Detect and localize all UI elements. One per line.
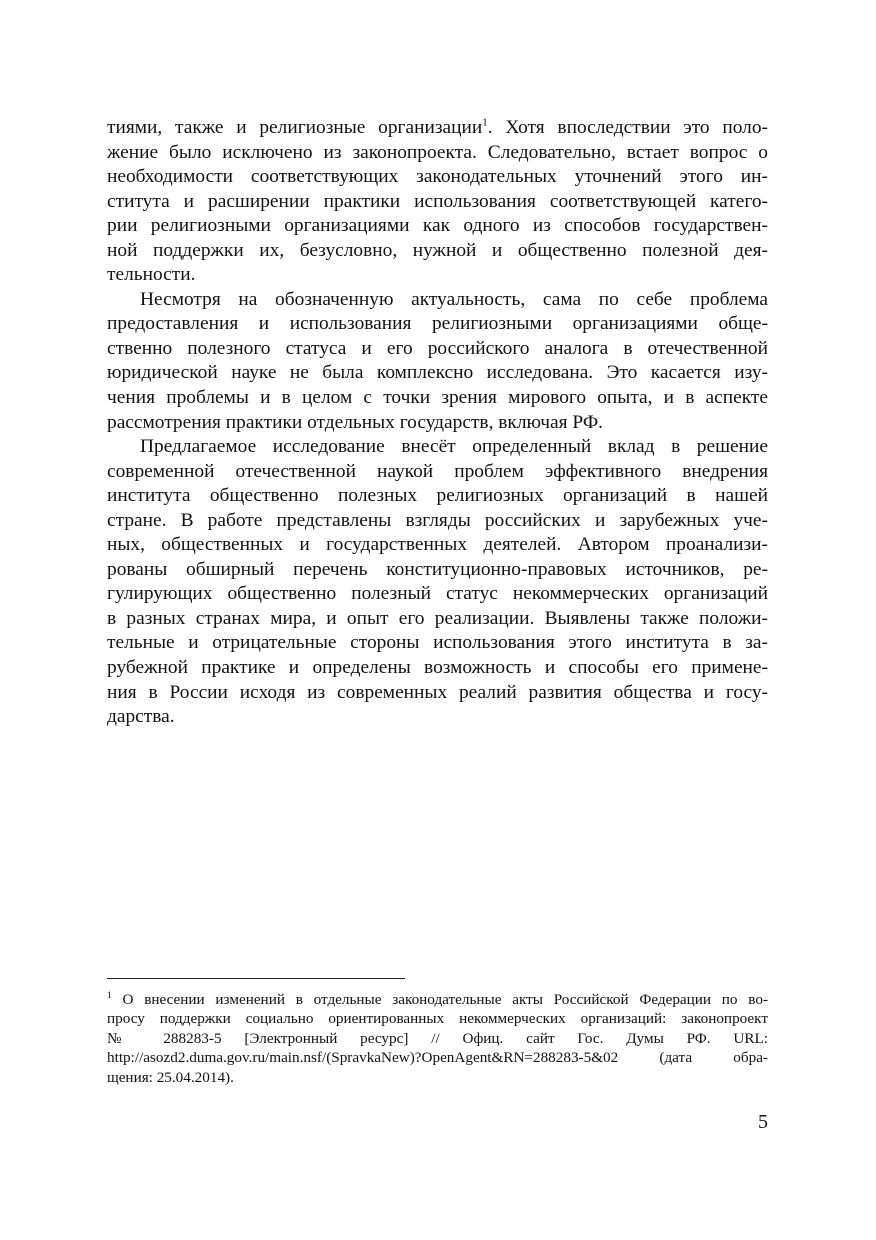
- paragraph-line: гулирующих общественно полезный статус некоммерческих организаций: [107, 583, 768, 605]
- paragraph-line: Предлагаемое исследование внесёт определенный вклад в решение: [140, 436, 768, 458]
- paragraph-line: необходимости соответствующих законодательных уточнений этого ин-: [107, 166, 768, 188]
- footnote: [107, 990, 768, 1087]
- paragraph-3: [107, 435, 768, 730]
- paragraph-line: рубежной практике и определены возможность и способы его примене-: [107, 657, 768, 679]
- paragraph-line: юридической науке не была комплексно исследована. Это касается изу-: [107, 362, 768, 384]
- paragraph-line: Несмотря на обозначенную актуальность, сама по себе проблема: [140, 288, 768, 310]
- paragraph-line: ния в России исходя из современных реалий развития общества и госу-: [107, 681, 768, 703]
- footnote-line[interactable]: http://asozd2.duma.gov.ru/main.nsf/(SpravkaNew)?OpenAgent&RN=288283-5&02 (дата обра-: [107, 1049, 768, 1067]
- paragraph-line: ститута и расширении практики использования соответствующей катего-: [107, 190, 768, 212]
- paragraph-2: [107, 288, 768, 435]
- paragraph-line: тиями, также и религиозные организации$^1$. Хотя впоследствии это поло-: [107, 116, 768, 138]
- footnote-line: щения: 25.04.2014).: [107, 1068, 234, 1086]
- paragraph-line: чения проблемы и в целом с точки зрения мирового опыта, и в аспекте: [107, 387, 768, 409]
- paragraph-line: тельности.: [107, 264, 196, 286]
- paragraph-line: предоставления и использования религиозными организациями обще-: [107, 313, 768, 335]
- footnote-marker: 1: [107, 990, 112, 1001]
- paragraph-line: тельные и отрицательные стороны использования этого института в за-: [107, 632, 768, 654]
- paragraph-line: жение было исключено из законопроекта. Следовательно, встает вопрос о: [107, 141, 768, 163]
- footnote-line: $^1$ О внесении изменений в отдельные законодательные акты Российской Федерации по во-: [107, 990, 768, 1008]
- paragraph-1: [107, 116, 768, 288]
- paragraph-line: в разных странах мира, и опыт его реализации. Выявлены также положи-: [107, 607, 768, 629]
- paragraph-line: ной поддержки их, безусловно, нужной и общественно полезной дея-: [107, 239, 768, 261]
- footnote-separator: [107, 978, 405, 979]
- paragraph-line: стране. В работе представлены взгляды российских и зарубежных уче-: [107, 509, 768, 531]
- footnote-line: просу поддержки социально ориентированных некоммерческих организаций: законопроект: [107, 1010, 768, 1028]
- paragraph-line: ных, общественных и государственных деятелей. Автором проанализи-: [107, 534, 768, 556]
- paragraph-line: рии религиозными организациями как одного из способов государствен-: [107, 215, 768, 237]
- paragraph-line: ственно полезного статуса и его российского аналога в отечественной: [107, 337, 768, 359]
- paragraph-line: института общественно полезных религиозных организаций в нашей: [107, 485, 768, 507]
- paragraph-line: рассмотрения практики отдельных государств, включая РФ.: [107, 411, 604, 433]
- page-number: 5: [758, 1111, 768, 1133]
- body-text: [107, 116, 768, 730]
- paragraph-line: рованы обширный перечень конституционно-правовых источников, ре-: [107, 558, 768, 580]
- footnote-reference[interactable]: 1: [482, 116, 488, 129]
- paragraph-line: современной отечественной наукой проблем эффективного внедрения: [107, 460, 768, 482]
- footnote-line: № 288283-5 [Электронный ресурс] // Офиц. сайт Гос. Думы РФ. URL:: [107, 1029, 768, 1047]
- paragraph-line: дарства.: [107, 706, 175, 728]
